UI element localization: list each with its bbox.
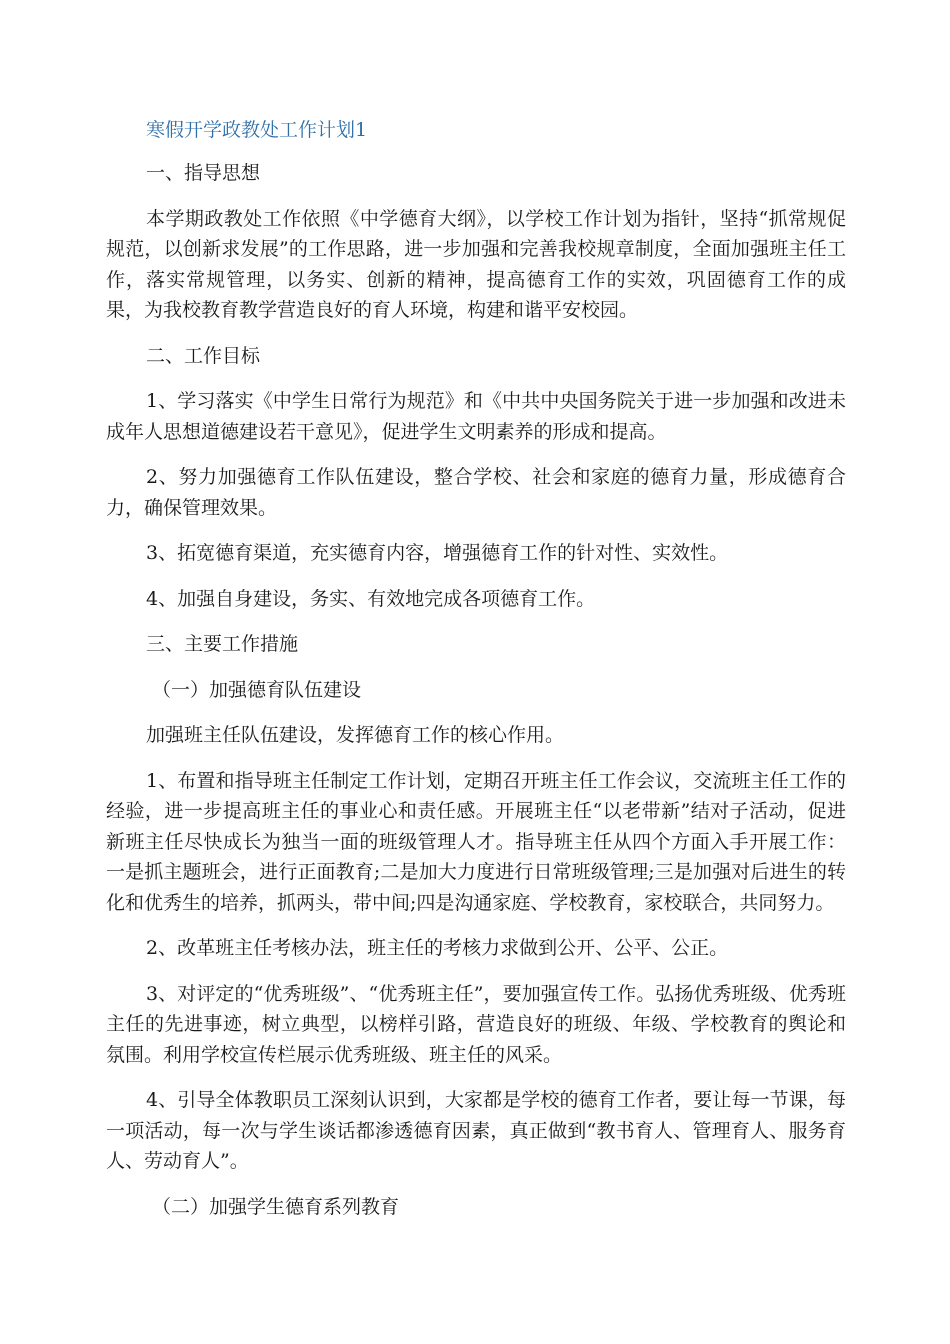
subsection-heading-team-building: （一）加强德育队伍建设 bbox=[152, 678, 362, 701]
paragraph-goal-4: 4、加强自身建设，务实、有效地完成各项德育工作。 bbox=[146, 587, 596, 610]
paragraph-measure-3: 3、对评定的“优秀班级”、“优秀班主任”，要加强宣传工作。弘扬优秀班级、优秀班主任的先进事迹，树立典型，以榜样引路，营造良好的班级、年级、学校教育的舆论和氛围。利用学校宣传栏展示优秀班级、班主任的风采。 bbox=[106, 982, 846, 1066]
paragraph-goal-3: 3、拓宽德育渠道，充实德育内容，增强德育工作的针对性、实效性。 bbox=[146, 542, 729, 564]
section-heading-guiding-ideology: 一、指导思想 bbox=[146, 162, 261, 184]
document-title: 寒假开学政教处工作计划1 bbox=[146, 119, 368, 141]
paragraph-measure-4: 4、引导全体教职员工深刻认识到，大家都是学校的德育工作者，要让每一节课，每一项活动，每一次与学生谈话都渗透德育因素，真正做到“教书育人、管理育人、服务育人、劳动育人”。 bbox=[106, 1089, 846, 1172]
paragraph-goal-1: 1、学习落实《中学生日常行为规范》和《中共中央国务院关于进一步加强和改进未成年人思想道德建设若干意见》，促进学生文明素养的形成和提高。 bbox=[106, 390, 846, 443]
section-heading-work-goals: 二、工作目标 bbox=[146, 344, 261, 367]
paragraph-team-intro: 加强班主任队伍建设，发挥德育工作的核心作用。 bbox=[146, 724, 565, 746]
paragraph-guiding-ideology: 本学期政教处工作依照《中学德育大纲》，以学校工作计划为指针，坚持“抓常规促规范，以创新求发展”的工作思路，进一步加强和完善我校规章制度，全面加强班主任工作，落实常规管理，以务实、创新的精神，提高德育工作的实效，巩固德育工作的成果，为我校教育教学营造良好的育人环境，构建和谐平安校园。 bbox=[106, 207, 846, 321]
subsection-heading-student-education: （二）加强学生德育系列教育 bbox=[152, 1195, 400, 1218]
document-page bbox=[106, 115, 846, 1237]
section-heading-main-measures: 三、主要工作措施 bbox=[146, 633, 299, 655]
paragraph-measure-2: 2、改革班主任考核办法，班主任的考核力求做到公开、公平、公正。 bbox=[146, 937, 729, 959]
paragraph-measure-1: 1、布置和指导班主任制定工作计划，定期召开班主任工作会议，交流班主任工作的经验，进一步提高班主任的事业心和责任感。开展班主任“以老带新”结对子活动，促进新班主任尽快成长为独当一面的班级管理人才。指导班主任从四个方面入手开展工作：一是抓主题班会，进行正面教育;二是加大力度进行日常班级管理;三是加强对后进生的转化和优秀生的培养，抓两头，带中间;四是沟通家庭、学校教育，家校联合，共同努力。 bbox=[106, 769, 846, 914]
paragraph-goal-2: 2、努力加强德育工作队伍建设，整合学校、社会和家庭的德育力量，形成德育合力，确保管理效果。 bbox=[106, 466, 846, 519]
